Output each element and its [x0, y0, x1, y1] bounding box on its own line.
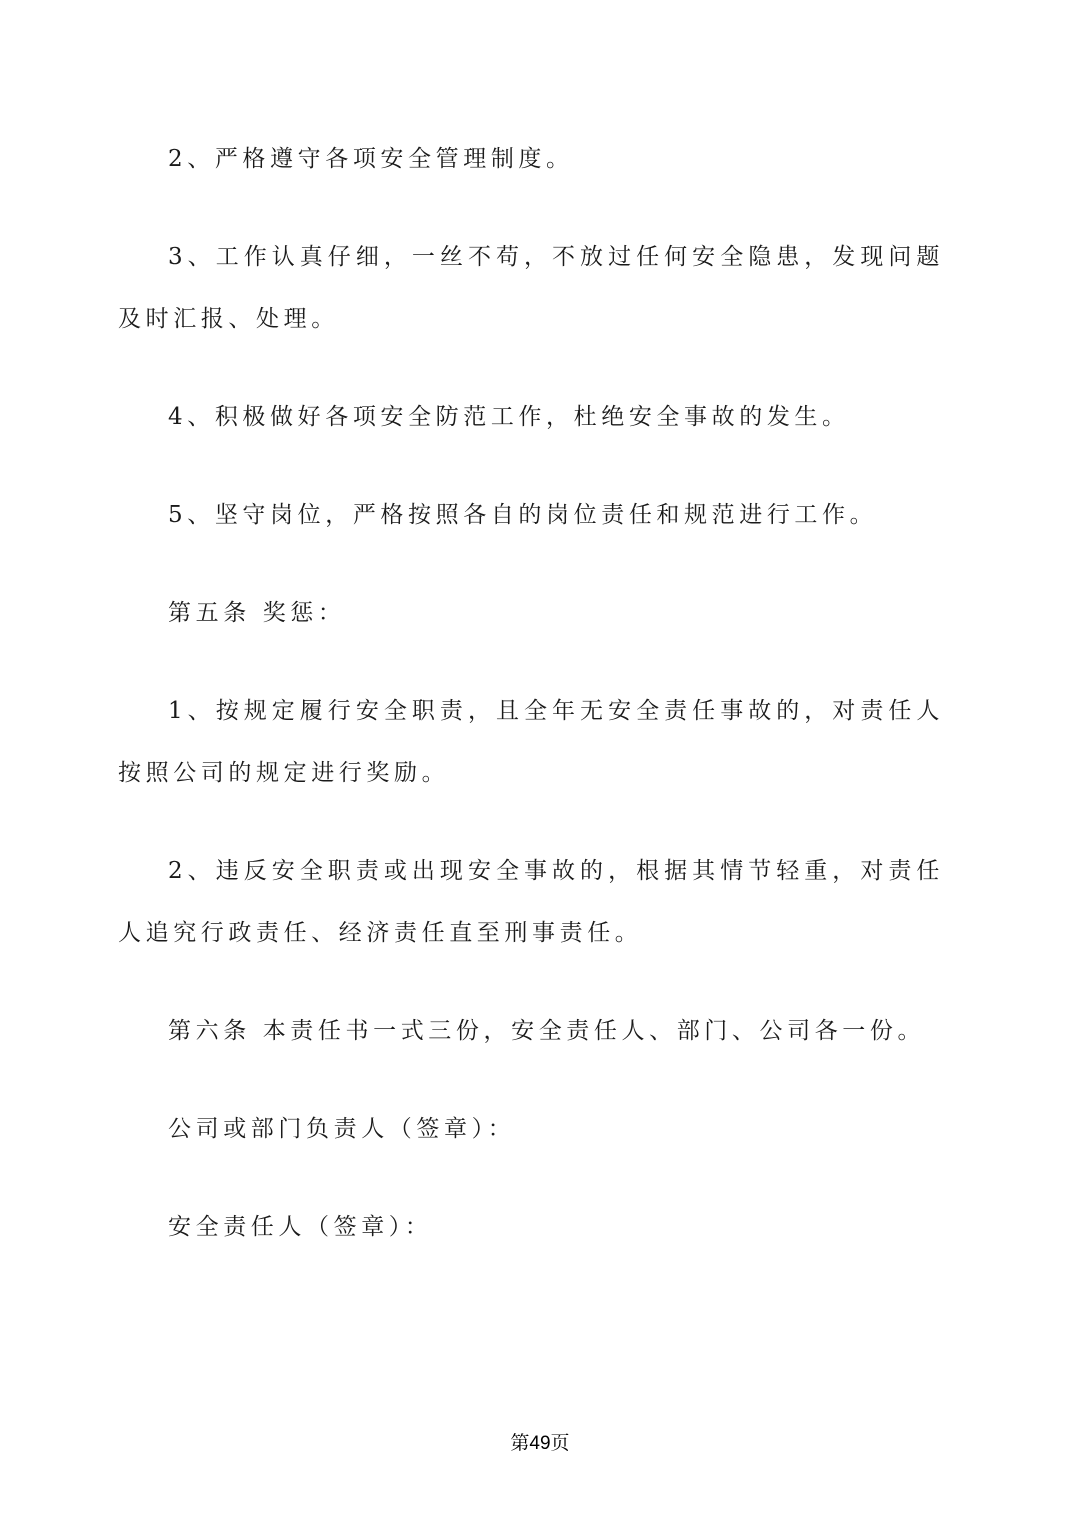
safety-responsible-signature-line: 安全责任人（签章）： [168, 1214, 433, 1240]
document-body [118, 128, 944, 1294]
paragraph-item-5: 5、坚守岗位，严格按照各自的岗位责任和规范进行工作。 [168, 502, 878, 528]
reward-clause-1: 1、按规定履行安全职责，且全年无安全责任事故的，对责任人按照公司的规定进行奖励。 [118, 698, 944, 786]
paragraph-item-2: 2、严格遵守各项安全管理制度。 [168, 146, 574, 172]
page-number: 第49页 [510, 1433, 570, 1454]
article-five-heading: 第五条 奖惩： [168, 600, 346, 626]
article-six: 第六条 本责任书一式三份，安全责任人、部门、公司各一份。 [168, 1018, 926, 1044]
paragraph-item-4: 4、积极做好各项安全防范工作，杜绝安全事故的发生。 [168, 404, 850, 430]
paragraph-item-3: 3、工作认真仔细，一丝不苟，不放过任何安全隐患，发现问题及时汇报、处理。 [118, 244, 944, 332]
company-signature-line: 公司或部门负责人（签章）： [168, 1116, 516, 1142]
penalty-clause-2: 2、违反安全职责或出现安全事故的，根据其情节轻重，对责任人追究行政责任、经济责任直至刑事责任。 [118, 858, 944, 946]
